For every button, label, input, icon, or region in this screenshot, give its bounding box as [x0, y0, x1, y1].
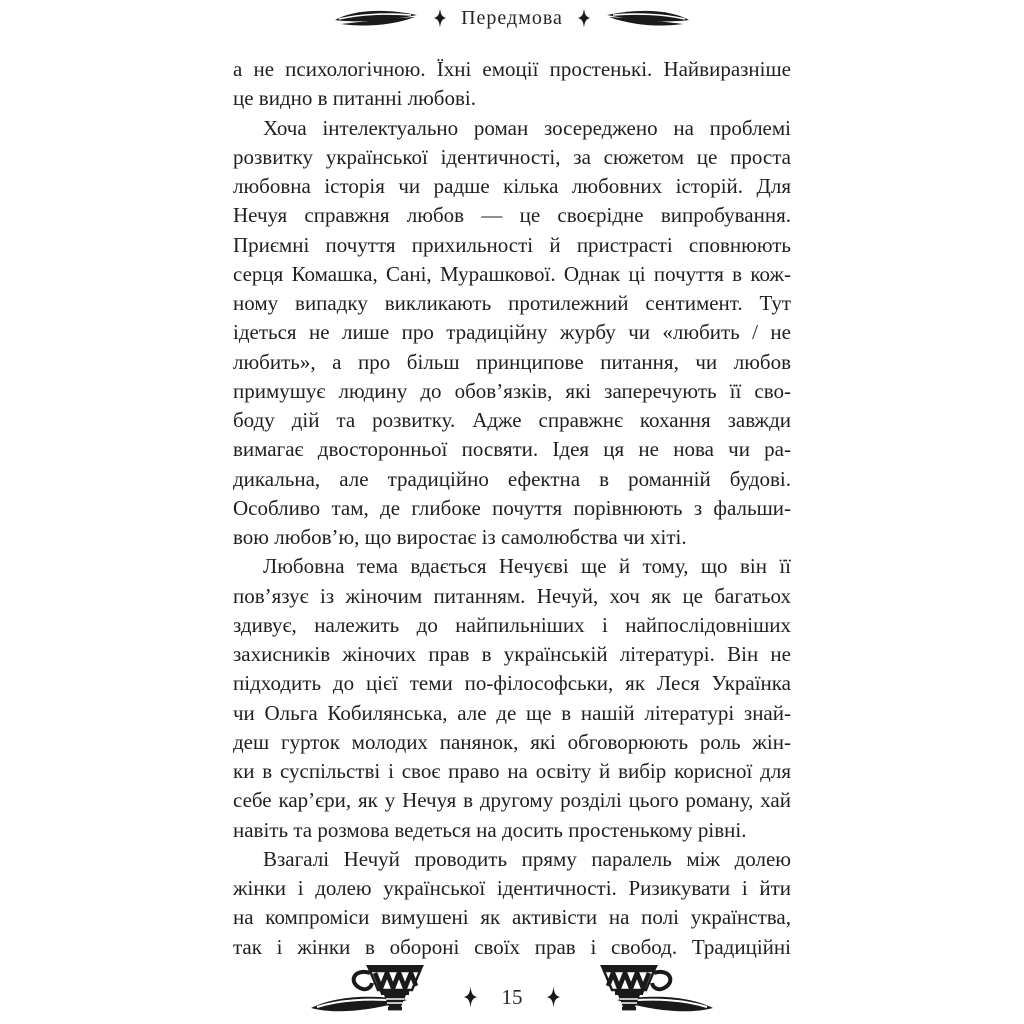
text-line: дикальна, але традиційно ефектна в романній будові. [233, 466, 791, 491]
text-line: навіть та розмова ведеться на досить простенькому рівні. [233, 817, 747, 842]
diamond-icon [463, 986, 478, 1008]
text-line: жінки і долею української ідентичності. Ризикувати і йти [233, 876, 791, 900]
chapter-title: Передмова [461, 6, 563, 29]
text-line: Особливо там, де глибоке почуття порівнюють з фальши- [233, 495, 791, 520]
chapter-header [0, 4, 1024, 32]
text-line: вою любов’ю, що виростає із самолюбства чи хіті. [233, 525, 687, 549]
text-line: захисників жіночих прав в українській літературі. Він не [233, 642, 791, 666]
text-line: любить», а про більш принципове питання, чи любов [233, 349, 791, 374]
text-line: Любовна тема вдається Нечуєві ще й тому, що він її [263, 554, 791, 579]
text-line: ному випадку викликають протилежний сентимент. Тут [233, 291, 791, 315]
text-line: боду дій та розвитку. Адже справжнє кохання завжди [233, 408, 791, 432]
leaf-ornament-right-icon [605, 7, 691, 29]
text-line: так і жінки в обороні своїх прав і свобод. Традиційні [233, 934, 791, 959]
text-line: розвитку української ідентичності, за сюжетом це проста [233, 144, 791, 169]
body-text [233, 55, 791, 962]
text-line: примушує людину до обов’язків, які заперечують її сво- [233, 378, 791, 403]
diamond-icon [546, 986, 561, 1008]
text-line: підходить до цієї теми по-філософськи, як Леся Українка [233, 671, 791, 696]
text-line: Хоча інтелектуально роман зосереджено на проблемі [263, 115, 791, 140]
text-line: Нечуя справжня любов — це своєрідне випробування. [233, 203, 791, 228]
text-line: це видно в питанні любові. [233, 86, 476, 111]
leaf-ornament-left-icon [333, 7, 419, 29]
text-line: а не психологічною. Їхні емоції простенькі. Найвиразніше [233, 57, 791, 81]
diamond-icon [433, 8, 447, 28]
text-line: на компроміси вимушені як активісти на полі українства, [233, 905, 791, 930]
text-line: ки в суспільстві і своє право на освіту й вибір корисної для [233, 759, 791, 783]
text-line: Взагалі Нечуй проводить пряму паралель між долею [263, 846, 791, 871]
text-line: здивує, належить до найпильніших і найпослідовніших [233, 612, 791, 637]
text-line: себе кар’єри, як у Нечуя в другому розділі цього роману, хай [233, 788, 791, 813]
teacup-ornament-right-icon [583, 962, 715, 1018]
text-line: любовна історія чи радше кілька любовних історій. Для [233, 174, 791, 198]
diamond-icon [577, 8, 591, 28]
text-line: пов’язує із жіночим питанням. Нечуй, хоч як це багатьох [233, 583, 791, 608]
page-number: 15 [501, 985, 523, 1009]
page-footer [0, 962, 1024, 1018]
text-line: чи Ольга Кобилянська, але де ще в нашій літературі знай- [233, 700, 791, 725]
text-line: вимагає двосторонньої посвяти. Ідея ця не нова чи ра- [233, 437, 791, 462]
text-line: ідеться не лише про традиційну журбу чи «любить / не [233, 320, 791, 345]
text-line: деш гурток молодих панянок, які обговорюють роль жін- [233, 729, 791, 754]
text-line: серця Комашка, Сані, Мурашкової. Однак ці почуття в кож- [233, 261, 791, 286]
text-line: Приємні почуття прихильності й пристрасті сповнюють [233, 232, 791, 257]
teacup-ornament-left-icon [309, 962, 441, 1018]
